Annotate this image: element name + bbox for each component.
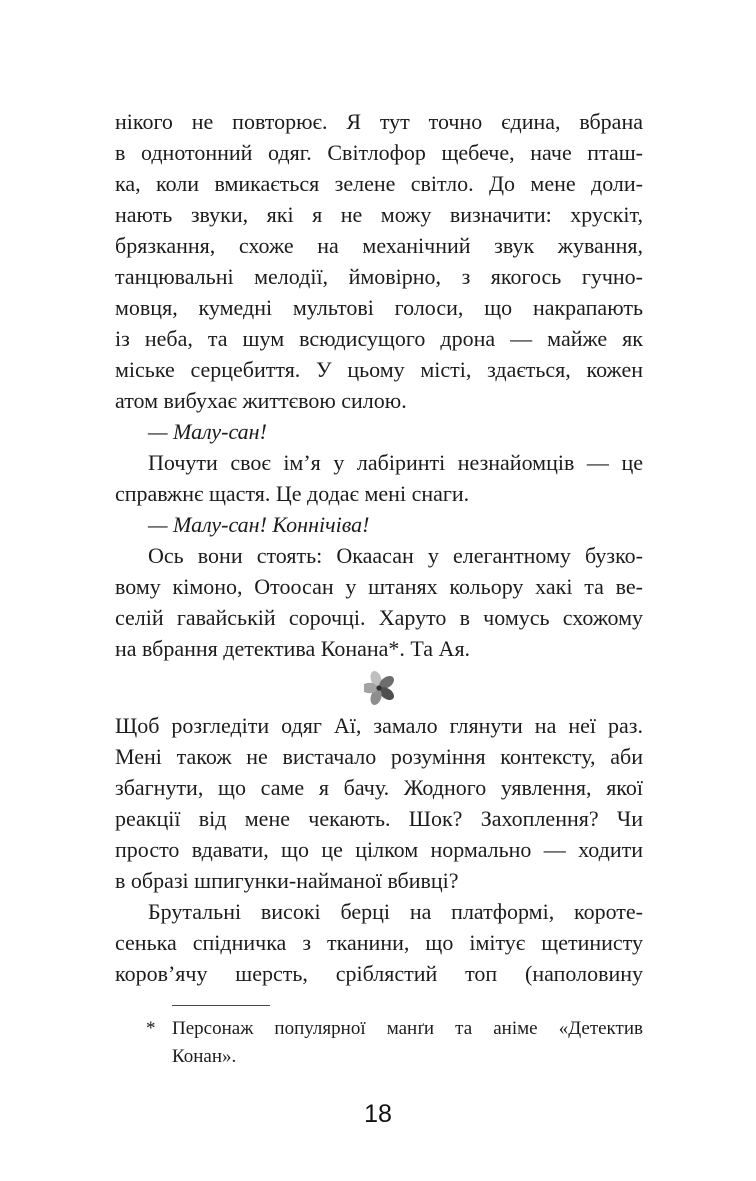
paragraph — [115, 540, 643, 664]
footnote-marker: * — [146, 1018, 156, 1039]
text-section-before-ornament — [115, 106, 643, 664]
text-line: сенька спідничка з тканини, що імітує щетинисту — [115, 930, 643, 955]
text-line: в однотонний одяг. Світлофор щебече, наче пташ- — [115, 140, 643, 165]
text-line: Конан». — [172, 1046, 237, 1067]
text-line: — Малу-сан! — [148, 419, 267, 444]
text-line: — Малу-сан! Коннічіва! — [148, 512, 370, 537]
text-line: нають звуки, які я не можу визначити: хрускіт, — [115, 202, 643, 227]
text-line: Брутальні високі берці на платформі, короте- — [148, 899, 643, 924]
text-line: нікого не повторює. Я тут точно єдина, вбрана — [115, 109, 643, 134]
paragraph — [115, 509, 643, 540]
text-line: вому кімоно, Отоосан у штанях кольору хакі та ве- — [115, 574, 643, 599]
footnote-row — [115, 1015, 643, 1071]
flower-ornament-icon — [364, 668, 394, 706]
text-line: справжнє щастя. Це додає мені снаги. — [115, 481, 470, 506]
text-line: коров’ячу шерсть, сріблястий топ (наполовину — [115, 961, 643, 986]
text-line: мовця, кумедні мультові голоси, що накрапають — [115, 295, 643, 320]
text-line: збагнути, що саме я бачу. Жодного уявлення, якої — [115, 775, 643, 800]
paragraph — [115, 447, 643, 509]
text-section-after-ornament — [115, 710, 643, 989]
text-line: ка, коли вмикається зелене світло. До мене доли- — [115, 171, 643, 196]
footnote-text — [172, 1015, 643, 1071]
text-line: Щоб розгледіти одяг Аї, замало глянути на неї раз. — [115, 713, 643, 738]
text-line: просто вдавати, що це цілком нормально — ходити — [115, 837, 643, 862]
text-line: Почути своє ім’я у лабіринті незнайомців — це — [148, 450, 643, 475]
footnote-divider — [172, 1005, 270, 1006]
section-divider — [115, 668, 643, 706]
text-line: реакції від мене чекають. Шок? Захоплення? Чи — [115, 806, 643, 831]
paragraph — [115, 896, 643, 989]
text-line: Ось вони стоять: Окаасан у елегантному бузко- — [148, 543, 643, 568]
paragraph — [115, 416, 643, 447]
text-line: брязкання, схоже на механічний звук жування, — [115, 233, 643, 258]
paragraph — [115, 106, 643, 416]
text-line: танцювальні мелодії, ймовірно, з якогось гучно- — [115, 264, 643, 289]
text-line: Персонаж популярної манґи та аніме «Детектив — [172, 1018, 643, 1039]
text-line: із неба, та шум всюдисущого дрона — майже як — [115, 326, 643, 351]
text-line: селій гавайській сорочці. Харуто в чомусь схожому — [115, 605, 643, 630]
text-line: атом вибухає життєвою силою. — [115, 388, 407, 413]
text-line: міське серцебиття. У цьому місті, здається, кожен — [115, 357, 643, 382]
page-number: 18 — [364, 1100, 392, 1128]
text-line: в образі шпигунки-найманої вбивці? — [115, 868, 459, 893]
text-line: Мені також не вистачало розуміння контексту, аби — [115, 744, 643, 769]
footnote — [115, 1005, 643, 1071]
text-line: на вбрання детектива Конана*. Та Ая. — [115, 636, 471, 661]
body-text — [115, 106, 643, 989]
paragraph — [115, 710, 643, 896]
